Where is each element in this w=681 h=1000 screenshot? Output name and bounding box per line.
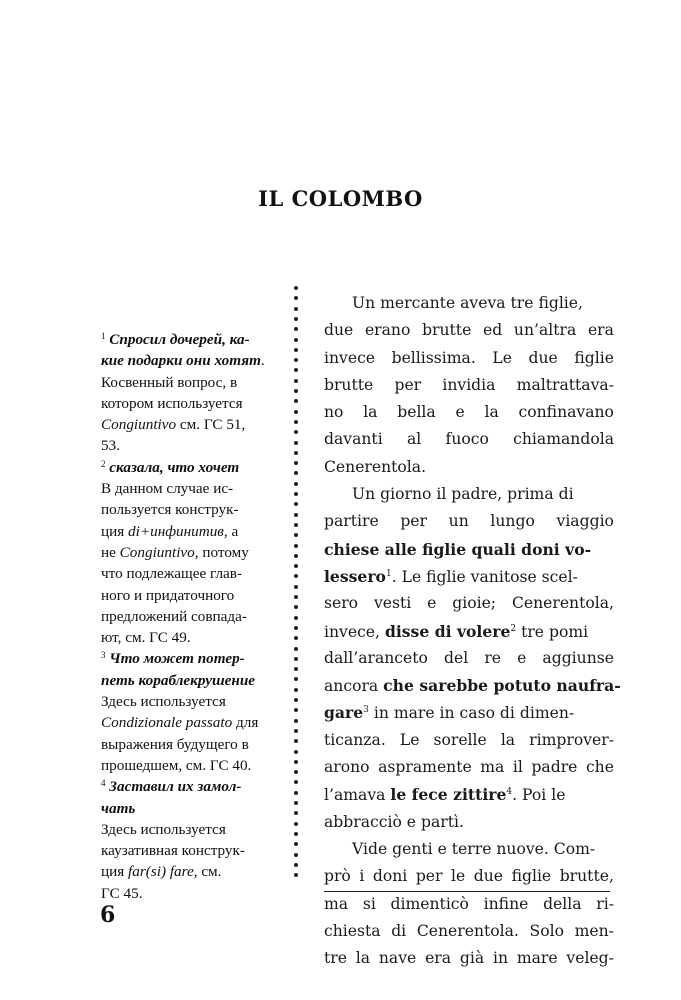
footnote-2-text-line: предложений совпада- bbox=[101, 607, 247, 625]
word: veleg- bbox=[566, 949, 614, 968]
separator-dot bbox=[294, 657, 298, 661]
word: Cenerentola, bbox=[511, 594, 614, 613]
separator-dot bbox=[294, 626, 298, 630]
separator-dot bbox=[294, 616, 298, 620]
text-line: Cenerentola. bbox=[324, 457, 427, 476]
word: della bbox=[543, 894, 582, 913]
text-line bbox=[324, 536, 614, 563]
separator-dot bbox=[294, 317, 298, 321]
footnote-1-head-line-2 bbox=[101, 350, 286, 371]
word: aspramente bbox=[378, 758, 472, 777]
word: si bbox=[362, 894, 376, 913]
footnote-4-head-line-2 bbox=[101, 798, 286, 819]
word: men- bbox=[574, 921, 614, 940]
separator-dot bbox=[294, 595, 298, 599]
word: un’altra bbox=[513, 321, 577, 340]
separator-dot bbox=[294, 544, 298, 548]
text-line bbox=[324, 508, 614, 535]
word: Le bbox=[399, 730, 420, 749]
text-part: . Poi le bbox=[512, 786, 566, 805]
bold-phrase: disse di volere bbox=[384, 621, 511, 641]
word: in bbox=[492, 949, 508, 968]
word: erano bbox=[364, 321, 411, 340]
footnote-1-text-part: см. ГС 51, bbox=[176, 416, 246, 434]
bold-phrase: chiese alle figlie quali doni vo- bbox=[324, 539, 592, 559]
word: il bbox=[512, 758, 523, 777]
word: infine bbox=[483, 894, 529, 913]
separator-dot bbox=[294, 461, 298, 465]
footnote-3-head-line-2 bbox=[101, 670, 286, 691]
separator-dot bbox=[294, 677, 298, 681]
word: già bbox=[459, 949, 485, 968]
separator-dot bbox=[294, 574, 298, 578]
separator-dot bbox=[294, 750, 298, 754]
separator-dot bbox=[294, 822, 298, 826]
word: brutte, bbox=[559, 867, 614, 886]
separator-dot bbox=[294, 430, 298, 434]
separator-dot bbox=[294, 348, 298, 352]
footnote-4-text-line: ГС 45. bbox=[101, 884, 143, 902]
text-line bbox=[324, 672, 621, 699]
separator-dot bbox=[294, 410, 298, 414]
footnote-1-heading-b: кие подарки они хотят bbox=[101, 352, 261, 370]
separator-dot bbox=[294, 791, 298, 795]
footnote-2-text-part: ция bbox=[101, 522, 129, 540]
text-line bbox=[324, 945, 614, 972]
word: ticanza. bbox=[324, 730, 386, 749]
word: rimprover- bbox=[529, 730, 614, 749]
footnote-ref: 3 bbox=[363, 705, 369, 716]
separator-dot bbox=[294, 502, 298, 506]
text-line bbox=[324, 863, 614, 890]
footnote-4-text-part: , см. bbox=[193, 863, 222, 881]
footnote-4-text-line bbox=[101, 861, 286, 882]
word: bellissima. bbox=[391, 348, 476, 367]
footnote-3-heading-a: Что может потер- bbox=[109, 650, 245, 668]
word: maltrattava- bbox=[516, 375, 614, 394]
separator-dot bbox=[294, 647, 298, 651]
separator-dot bbox=[294, 708, 298, 712]
bold-phrase: che sarebbe potuto naufra- bbox=[383, 676, 621, 696]
separator-dot bbox=[294, 719, 298, 723]
word: del bbox=[444, 648, 469, 667]
footnote-1-number: 1 bbox=[101, 331, 106, 341]
separator-dot bbox=[294, 605, 298, 609]
text-line bbox=[324, 590, 614, 617]
word: la bbox=[363, 403, 378, 422]
word: e bbox=[517, 648, 527, 667]
separator-dot bbox=[294, 451, 298, 455]
separator-dot bbox=[294, 368, 298, 372]
text-line: Vide genti e terre nuove. Com- bbox=[352, 839, 596, 858]
word: invidia bbox=[442, 375, 496, 394]
word: dall’aranceto bbox=[324, 648, 428, 667]
footnote-2-heading: сказала, что хочет bbox=[109, 458, 240, 476]
word: chiamandola bbox=[513, 430, 614, 449]
word: davanti bbox=[324, 430, 383, 449]
word: due bbox=[473, 867, 504, 886]
word: per bbox=[394, 375, 422, 394]
word: ma bbox=[324, 894, 349, 913]
footnote-3-text-part: для bbox=[232, 714, 259, 732]
separator-dot bbox=[294, 554, 298, 558]
footnote-4-italic-term: far(si) fare bbox=[128, 863, 194, 881]
footnote-1-heading-end: . bbox=[260, 352, 265, 370]
text-line bbox=[324, 317, 614, 344]
separator-dot bbox=[294, 513, 298, 517]
word: invece bbox=[324, 348, 376, 367]
footnote-4-heading-b: чать bbox=[101, 799, 136, 817]
footnote-ref: 2 bbox=[510, 623, 517, 634]
word: figlie bbox=[574, 348, 614, 367]
separator-dot bbox=[294, 688, 298, 692]
text-line bbox=[324, 754, 614, 781]
separator-dot bbox=[294, 667, 298, 671]
separator-dot bbox=[294, 698, 298, 702]
word: aggiunse bbox=[542, 648, 614, 667]
footnote-1-heading-a: Спросил дочерей, ка- bbox=[109, 331, 250, 348]
word: viaggio bbox=[556, 512, 614, 531]
text-line bbox=[324, 891, 614, 918]
word: partire bbox=[324, 512, 379, 531]
separator-dot bbox=[294, 379, 298, 383]
footnote-2-head-line bbox=[101, 457, 286, 478]
footnote-4-text-line: Здесь используется bbox=[101, 820, 226, 838]
dotted-column-separator bbox=[294, 286, 302, 886]
word: gioie; bbox=[452, 594, 497, 613]
bold-phrase: lessero bbox=[324, 566, 386, 586]
word: la bbox=[500, 730, 516, 749]
bottom-rule bbox=[324, 891, 610, 892]
footnote-1-text-line bbox=[101, 414, 286, 435]
footnote-2-text-line: ного и придаточного bbox=[101, 586, 235, 604]
page-number: 6 bbox=[100, 902, 116, 928]
footnote-2-text-line bbox=[101, 542, 286, 563]
footnote-2-text-line bbox=[101, 521, 286, 542]
footnote-2-number: 2 bbox=[101, 458, 106, 469]
word: vesti bbox=[373, 594, 412, 613]
word: che bbox=[585, 758, 614, 777]
footnote-2-text-line: что подлежащее глав- bbox=[101, 565, 243, 583]
separator-dot bbox=[294, 780, 298, 784]
separator-dot bbox=[294, 760, 298, 764]
footnote-3-text-line: выражения будущего в bbox=[101, 735, 249, 753]
separator-dot bbox=[294, 770, 298, 774]
text-line bbox=[324, 618, 614, 645]
footnote-2-italic-term: Congiuntivo bbox=[119, 543, 195, 561]
text-part: . Le figlie vanitose scel- bbox=[391, 567, 578, 586]
separator-dot bbox=[294, 533, 298, 537]
text-line: Un giorno il padre, prima di bbox=[352, 485, 574, 504]
separator-dot bbox=[294, 338, 298, 342]
text-line bbox=[324, 918, 614, 945]
text-part: invece, bbox=[324, 622, 385, 641]
chapter-title: IL COLOMBO bbox=[258, 186, 423, 211]
footnote-3-head-line bbox=[101, 648, 286, 669]
footnote-2-text-part: , потому bbox=[194, 543, 249, 561]
footnote-2-text-part: , а bbox=[223, 522, 239, 540]
footnote-3-number: 3 bbox=[101, 650, 106, 661]
main-text-column bbox=[324, 290, 621, 972]
separator-dot bbox=[294, 420, 298, 424]
word: doni bbox=[372, 867, 408, 886]
separator-dot bbox=[294, 307, 298, 311]
footnote-3-heading-b: петь кораблекрушение bbox=[101, 671, 256, 689]
word: e bbox=[455, 403, 465, 422]
word: due bbox=[528, 348, 558, 367]
separator-dot bbox=[294, 832, 298, 836]
text-part: l’amava bbox=[324, 786, 391, 805]
footnote-1-italic-term: Congiuntivo bbox=[101, 416, 177, 434]
footnote-4-text-part: ция bbox=[101, 863, 129, 881]
text-line: Un mercante aveva tre figlie, bbox=[352, 294, 583, 312]
word: era bbox=[587, 321, 614, 340]
word: padre bbox=[531, 758, 578, 777]
word: la bbox=[484, 403, 499, 422]
word: i bbox=[359, 867, 365, 886]
separator-dot bbox=[294, 739, 298, 743]
footnote-4-heading-a: Заставил их замол- bbox=[109, 778, 242, 796]
separator-dot bbox=[294, 636, 298, 640]
footnotes-column bbox=[101, 329, 286, 904]
separator-dot bbox=[294, 492, 298, 496]
separator-dot bbox=[294, 482, 298, 486]
separator-dot bbox=[294, 358, 298, 362]
footnote-1-text-line: 53. bbox=[101, 437, 120, 455]
footnote-2-italic-term: di+инфинитив bbox=[128, 522, 224, 540]
word: per bbox=[400, 512, 427, 531]
footnote-2-text-part: не bbox=[101, 543, 120, 561]
footnote-3-italic-term: Condizionale passato bbox=[101, 714, 233, 732]
footnote-2-text-line: пользуется конструк- bbox=[101, 501, 239, 519]
word: ed bbox=[483, 321, 503, 340]
footnote-2-text-line: ют, см. ГС 49. bbox=[101, 629, 191, 647]
word: prò bbox=[324, 867, 351, 886]
word: brutte bbox=[422, 321, 472, 340]
word: per bbox=[415, 867, 443, 886]
separator-dot bbox=[294, 811, 298, 815]
text-line bbox=[324, 399, 614, 426]
text-part: in mare in caso di dimen- bbox=[368, 704, 575, 723]
separator-dot bbox=[294, 286, 298, 290]
footnote-4-number: 4 bbox=[101, 778, 106, 789]
text-line bbox=[324, 699, 614, 726]
word: Le bbox=[492, 348, 512, 367]
separator-dot bbox=[294, 863, 298, 867]
word: la bbox=[355, 949, 371, 968]
separator-dot bbox=[294, 842, 298, 846]
separator-dot bbox=[294, 327, 298, 331]
word: figlie bbox=[511, 867, 552, 886]
word: due bbox=[324, 321, 354, 340]
text-line bbox=[324, 781, 614, 808]
separator-dot bbox=[294, 853, 298, 857]
word: al bbox=[406, 430, 422, 449]
separator-dot bbox=[294, 441, 298, 445]
separator-dot bbox=[294, 523, 298, 527]
word: fuoco bbox=[445, 430, 489, 449]
word: Cenerentola. bbox=[416, 921, 519, 940]
text-line bbox=[324, 645, 614, 672]
text-line bbox=[324, 563, 614, 590]
footnote-2-text-line: В данном случае ис- bbox=[101, 480, 234, 498]
footnote-1-head-line bbox=[101, 329, 286, 350]
text-part: tre pomi bbox=[516, 622, 589, 641]
footnote-4-head-line bbox=[101, 776, 286, 797]
separator-dot bbox=[294, 564, 298, 568]
text-line bbox=[324, 372, 614, 399]
word: confinavano bbox=[518, 403, 614, 422]
footnote-3-text-line: Здесь используется bbox=[101, 693, 226, 711]
footnote-ref: 1 bbox=[385, 568, 392, 579]
word: era bbox=[425, 949, 452, 968]
text-line bbox=[324, 426, 614, 453]
word: e bbox=[427, 594, 437, 613]
word: lungo bbox=[490, 512, 535, 531]
separator-dot bbox=[294, 801, 298, 805]
word: Solo bbox=[529, 921, 564, 940]
word: sorelle bbox=[433, 730, 487, 749]
footnote-1-text-line: котором используется bbox=[101, 394, 243, 412]
word: re bbox=[484, 648, 501, 667]
word: tre bbox=[324, 949, 347, 968]
word: chiesta bbox=[324, 921, 381, 940]
text-line bbox=[324, 345, 614, 372]
separator-dot bbox=[294, 729, 298, 733]
word: brutte bbox=[324, 375, 374, 394]
bold-phrase: le fece zittire bbox=[390, 785, 507, 805]
word: bella bbox=[397, 403, 436, 422]
word: un bbox=[448, 512, 469, 531]
footnote-3-text-line: прошедшем, см. ГС 40. bbox=[101, 756, 252, 774]
footnote-ref: 4 bbox=[506, 787, 513, 798]
footnote-3-text-line bbox=[101, 712, 286, 733]
separator-dot bbox=[294, 399, 298, 403]
separator-dot bbox=[294, 389, 298, 393]
word: sero bbox=[324, 594, 359, 613]
word: le bbox=[451, 867, 466, 886]
bold-phrase: gare bbox=[324, 703, 364, 723]
text-line: abbracciò e partì. bbox=[324, 812, 464, 831]
word: mare bbox=[516, 949, 558, 968]
word: arono bbox=[324, 758, 370, 777]
word: ri- bbox=[596, 894, 614, 913]
word: dimenticò bbox=[390, 894, 469, 913]
separator-dot bbox=[294, 471, 298, 475]
word: ma bbox=[480, 758, 505, 777]
text-part: ancora bbox=[324, 677, 384, 696]
separator-dot bbox=[294, 296, 298, 300]
footnote-4-text-line: каузативная конструк- bbox=[101, 842, 245, 860]
separator-dot bbox=[294, 873, 298, 877]
word: di bbox=[391, 921, 407, 940]
word: no bbox=[324, 403, 344, 422]
text-line bbox=[324, 727, 614, 754]
word: nave bbox=[378, 949, 417, 968]
separator-dot bbox=[294, 585, 298, 589]
footnote-1-text-line: Косвенный вопрос, в bbox=[101, 373, 238, 391]
